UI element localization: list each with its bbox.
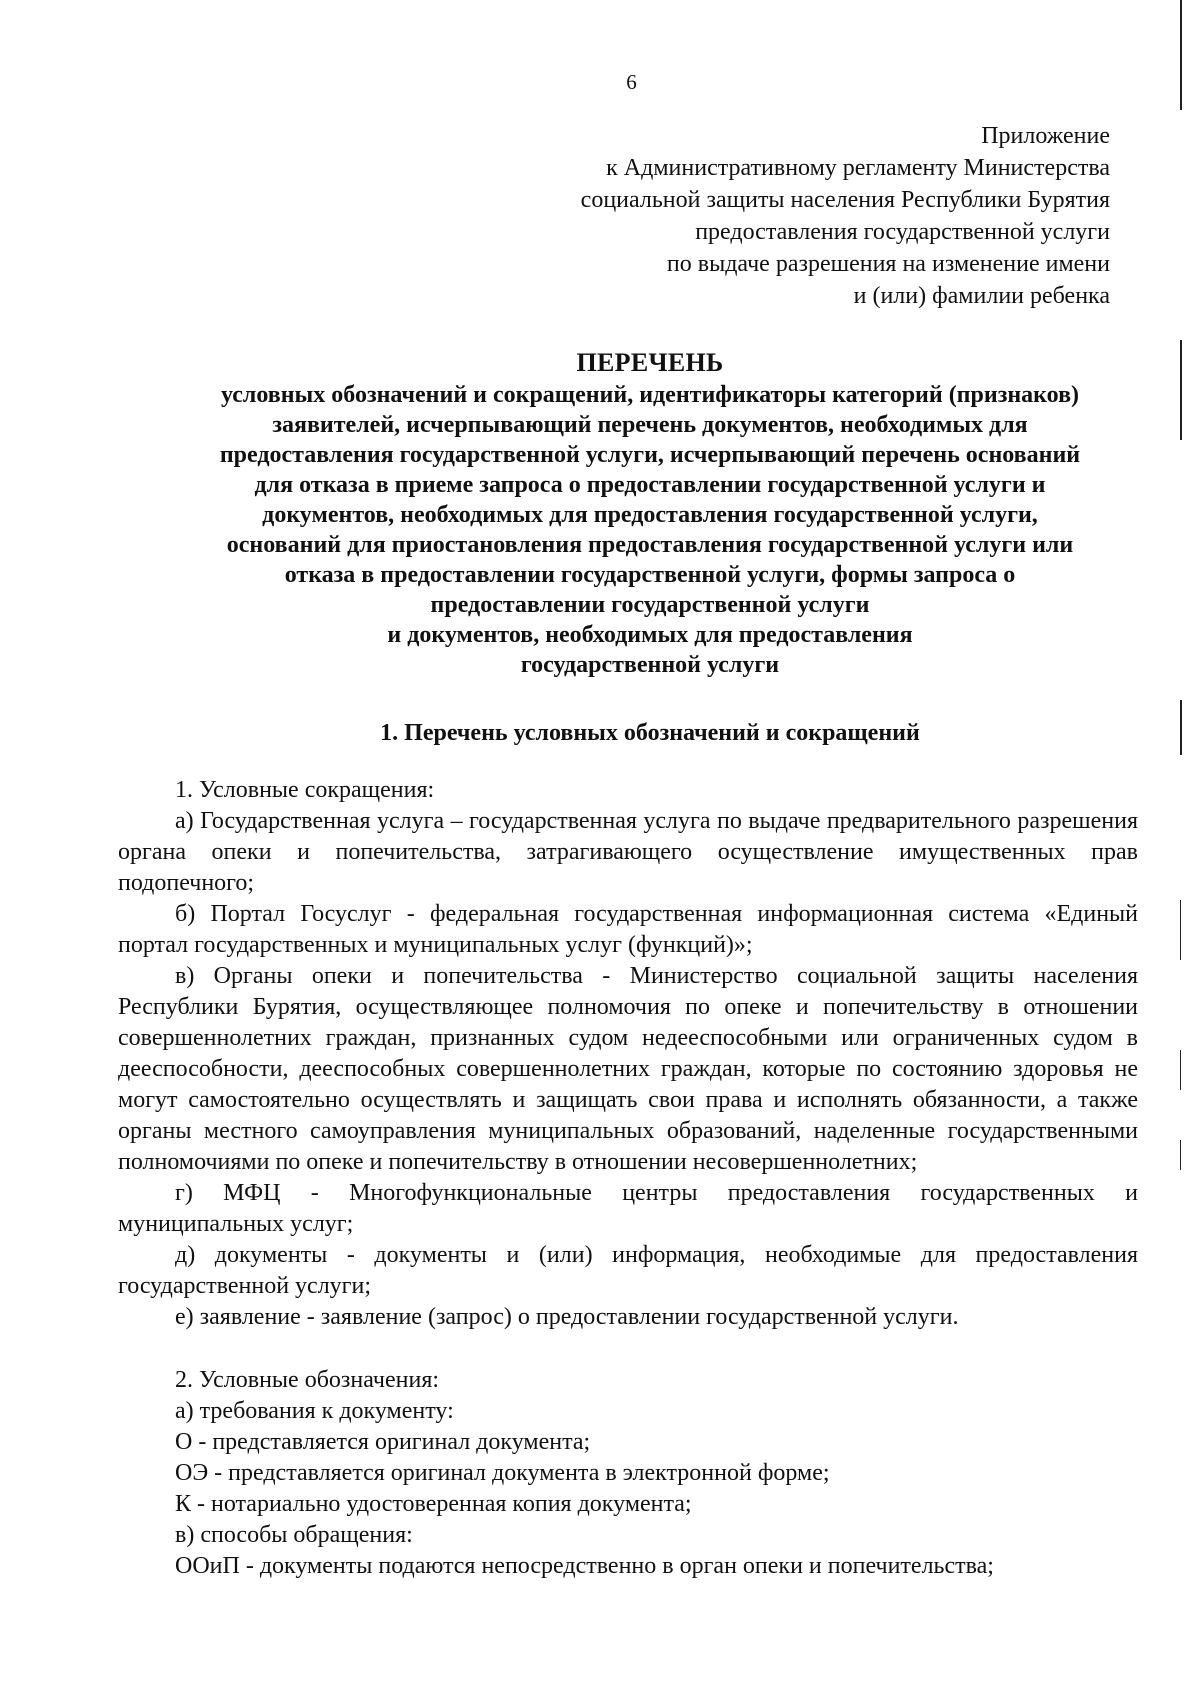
scan-edge-mark (1180, 0, 1182, 110)
annex-line: социальной защиты населения Республики Бурятия (580, 187, 1110, 213)
section-heading: 1. Перечень условных обозначений и сокращений (380, 720, 920, 746)
subtitle-line: для отказа в приеме запроса о предоставлении государственной услуги и (254, 472, 1046, 498)
page-number: 6 (626, 70, 637, 94)
paragraph: ООиП - документы подаются непосредственно в орган опеки и попечительства; (175, 1553, 994, 1579)
paragraph: б) Портал Госуслуг - федеральная государственная информационная система «Единый портал государственных и муниципальных услуг (функций)»; (118, 901, 1138, 958)
scan-edge-mark (1180, 900, 1181, 960)
paragraph: ОЭ - представляется оригинал документа в электронной форме; (175, 1460, 830, 1486)
annex-line: и (или) фамилии ребенка (853, 283, 1110, 309)
subtitle-line: отказа в предоставлении государственной услуги, формы запроса о (284, 562, 1016, 588)
subtitle-line: предоставления государственной услуги, исчерпывающий перечень оснований (219, 442, 1081, 468)
subtitle-line: государственной услуги (520, 652, 780, 678)
paragraph: К - нотариально удостоверенная копия документа; (175, 1491, 692, 1517)
scan-edge-mark (1180, 1140, 1181, 1170)
paragraph: 2. Условные обозначения: (175, 1367, 440, 1393)
annex-line: Приложение (981, 123, 1110, 149)
scan-edge-mark (1180, 340, 1182, 440)
subtitle-line: предоставлении государственной услуги (430, 592, 870, 618)
scan-edge-mark (1180, 1050, 1181, 1090)
subtitle-line: документов, необходимых для предоставления государственной услуги, (262, 502, 1038, 528)
paragraph: а) Государственная услуга – государственная услуга по выдаче предварительного разрешения органа опеки и попечительства, затрагивающего осуществление имущественных прав подопечного; (118, 808, 1138, 896)
paragraph: 1. Условные сокращения: (175, 777, 435, 803)
subtitle-line: и документов, необходимых для предоставления (387, 622, 913, 648)
document-title: ПЕРЕЧЕНЬ (576, 348, 724, 377)
annex-block (581, 120, 1110, 312)
document-subtitle (100, 380, 1200, 680)
scan-edge-mark (1180, 700, 1182, 755)
paragraph: г) МФЦ - Многофункциональные центры предоставления государственных и муниципальных услуг; (118, 1180, 1138, 1237)
subtitle-line: оснований для приостановления предоставления государственной услуги или (226, 532, 1074, 558)
paragraph: д) документы - документы и (или) информация, необходимые для предоставления государственной услуги; (118, 1242, 1138, 1299)
document-body (118, 775, 1138, 1582)
paragraph: в) Органы опеки и попечительства - Министерство социальной защиты населения Республики Бурятия, осуществляющее полномочия по опеке и попечительству в отношении совершеннолетних граждан, признанных судом недееспособными или ограниченных судом в дееспособности, дееспособных совершеннолетних граждан, которые по состоянию здоровья не могут самостоятельно осуществлять и защищать свои права и исполнять обязанности, а также органы местного самоуправления муниципальных образований, наделенные государственными полномочиями по опеке и попечительству в отношении несовершеннолетних; (118, 963, 1138, 1175)
annex-line: предоставления государственной услуги (695, 219, 1110, 245)
subtitle-line: условных обозначений и сокращений, идентификаторы категорий (признаков) (220, 382, 1080, 408)
paragraph: е) заявление - заявление (запрос) о предоставлении государственной услуги. (175, 1304, 959, 1330)
paragraph: а) требования к документу: (175, 1398, 454, 1424)
subtitle-line: заявителей, исчерпывающий перечень документов, необходимых для (272, 412, 1028, 438)
paragraph: в) способы обращения: (175, 1522, 413, 1548)
paragraph: О - представляется оригинал документа; (175, 1429, 591, 1455)
paragraph-gap (118, 1333, 1138, 1365)
annex-line: к Административному регламенту Министерства (606, 155, 1110, 181)
annex-line: по выдаче разрешения на изменение имени (666, 251, 1110, 277)
